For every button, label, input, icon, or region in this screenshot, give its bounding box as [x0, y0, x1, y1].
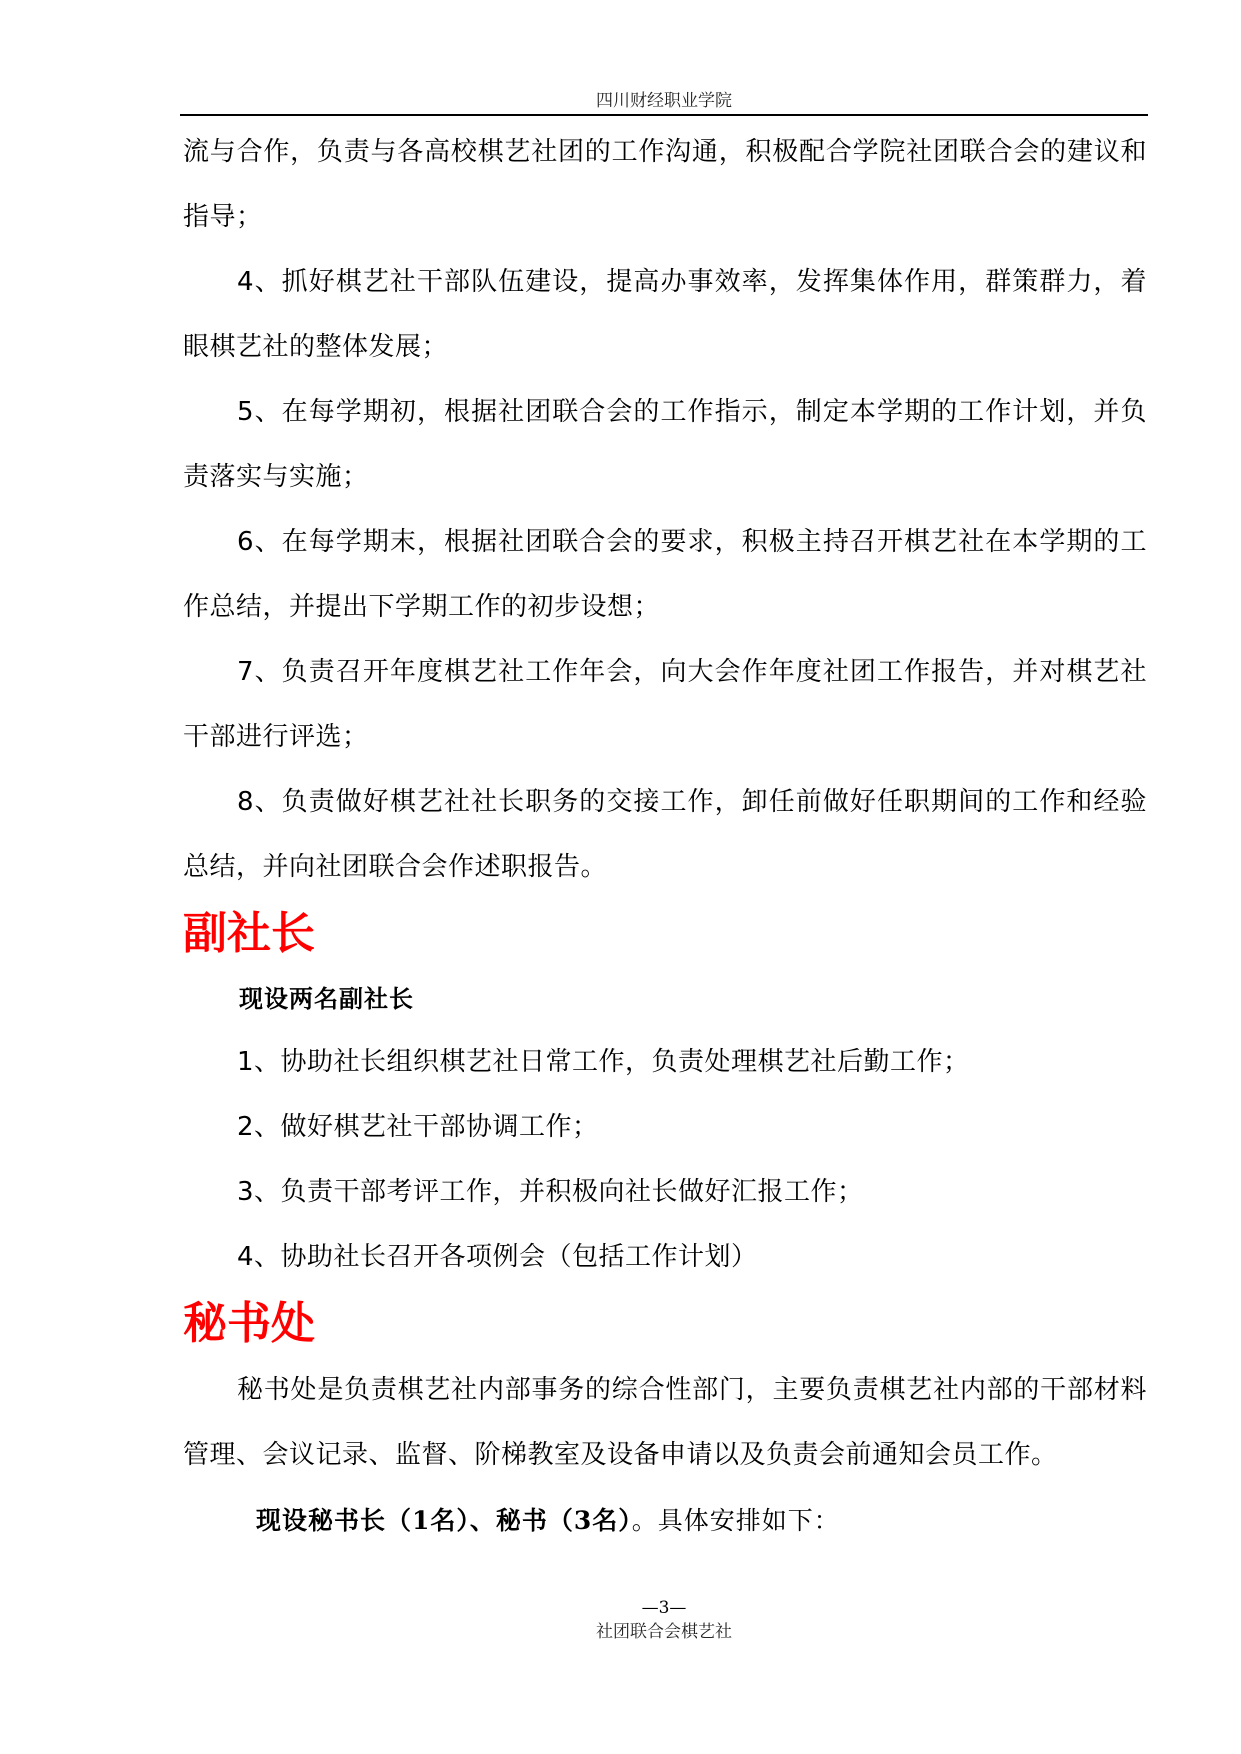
- secretariat-staffing-tail: 。具体安排如下：: [631, 1506, 840, 1535]
- duty-item-6: 6、在每学期末，根据社团联合会的要求，积极主持召开棋艺社在本学期的工作总结，并提出下学期工作的初步设想；: [183, 527, 1147, 622]
- secretariat-staffing-bold: 现设秘书长（1名）、秘书（3名）: [256, 1506, 632, 1535]
- section-title-secretariat: 秘书处: [183, 1298, 315, 1349]
- paragraph-continuation: 流与合作，负责与各高校棋艺社团的工作沟通，积极配合学院社团联合会的建议和指导；: [183, 137, 1147, 232]
- secretariat-description: 秘书处是负责棋艺社内部事务的综合性部门，主要负责棋艺社内部的干部材料管理、会议记录、监督、阶梯教室及设备申请以及负责会前通知会员工作。: [183, 1375, 1147, 1470]
- vice-duty-item-1: 1、协助社长组织棋艺社日常工作，负责处理棋艺社后勤工作；: [237, 1047, 970, 1077]
- document-body: [183, 120, 1147, 1554]
- duty-item-8: 8、负责做好棋艺社社长职务的交接工作，卸任前做好任职期间的工作和经验总结，并向社团联合会作述职报告。: [183, 787, 1147, 882]
- section-title-vice-president: 副社长: [183, 908, 315, 959]
- page-header: 四川财经职业学院: [596, 91, 732, 111]
- header-rule: [180, 114, 1148, 116]
- vice-duty-item-2: 2、做好棋艺社干部协调工作；: [237, 1112, 599, 1142]
- secretariat-staffing: [183, 1488, 1147, 1554]
- duty-item-5: 5、在每学期初，根据社团联合会的工作指示，制定本学期的工作计划，并负责落实与实施；: [183, 397, 1147, 492]
- page-number: —3—: [641, 1598, 687, 1618]
- vice-president-subheading: 现设两名副社长: [239, 984, 414, 1013]
- vice-duty-item-4: 4、协助社长召开各项例会（包括工作计划）: [237, 1242, 758, 1272]
- vice-duty-item-3: 3、负责干部考评工作，并积极向社长做好汇报工作；: [237, 1177, 864, 1207]
- duty-item-7: 7、负责召开年度棋艺社工作年会，向大会作年度社团工作报告，并对棋艺社干部进行评选；: [183, 657, 1147, 752]
- page-footer: 社团联合会棋艺社: [596, 1622, 732, 1642]
- duty-item-4: 4、抓好棋艺社干部队伍建设，提高办事效率，发挥集体作用，群策群力，着眼棋艺社的整体发展；: [183, 267, 1147, 362]
